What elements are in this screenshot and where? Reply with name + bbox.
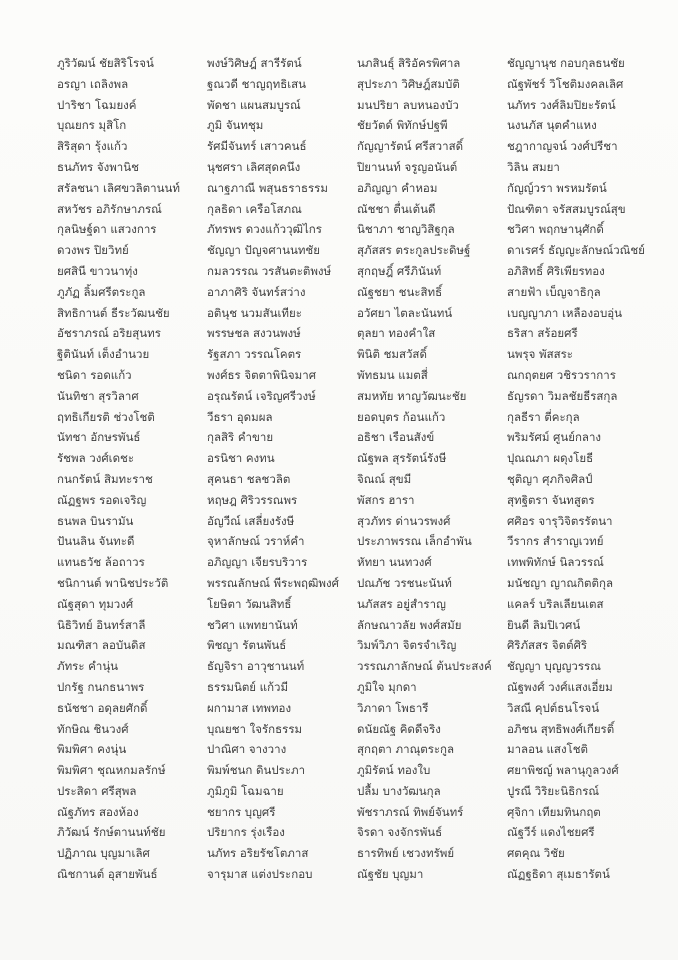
list-item: ภูริวัฒน์ ชัยสิริโรจน์ (57, 56, 154, 70)
list-item: สุภัสสร ตระกูลประดิษฐ์ (357, 243, 471, 258)
list-item: พัชราภรณ์ ทิพย์จันทร์ (357, 804, 464, 819)
list-item: ประภาพรรณ เล็กอำพัน (357, 534, 472, 549)
list-item: พิมพิศา คงนุ่น (57, 742, 127, 757)
list-item: ปันนลิน จันทะดี (57, 534, 135, 549)
list-item: นัทชา อักษรพันธ์ (57, 430, 141, 445)
list-item: ธนัชชา อดุลยศักดิ์ (57, 700, 148, 715)
list-item: ชฎากาญจน์ วงศ์ปรีชา (507, 139, 618, 154)
list-item: อรุณรัตน์ เจริญศรีวงษ์ (207, 388, 316, 403)
list-item: ศุจิกา เทียมทินกฤต (507, 804, 601, 819)
list-item: จารุมาส แต่งประกอบ (207, 867, 313, 882)
list-item: สุประภา วิศิษฎ์สมบัติ (357, 76, 460, 91)
list-item: ณัชชา ตื่นเต้นดี (357, 201, 436, 216)
list-item: กุลนิษฐ์ดา แสวงการ (57, 222, 157, 237)
list-item: จิรดา จงจักรพันธ์ (357, 825, 443, 840)
list-item: ภูมิรัตน์ ทองใบ (357, 763, 431, 778)
list-item: พิมพิศา ชุณหกมลรักษ์ (57, 763, 166, 778)
list-item: ดนัยณัฐ คิดดีจริง (357, 721, 441, 736)
list-item: ชัญญา ปัญจศานนทชัย (207, 243, 320, 258)
list-item: ณกฤตยศ วชิรวราการ (507, 367, 616, 382)
list-item: ชนิดา รอดแก้ว (57, 367, 132, 382)
list-item: พิชญา รัตนพันธ์ (207, 638, 287, 653)
list-item: กุลสิริ คำขาย (207, 430, 274, 445)
list-item: มนปริยา ลบหนองบัว (357, 97, 459, 112)
list-item: ปริยากร รุ่งเรือง (207, 825, 285, 840)
list-item: พริมรัศม์ ศูนย์กลาง (507, 430, 602, 445)
list-item: ตุลยา ทองคำใส (357, 326, 436, 341)
list-item: นภัสสร อยู่สำราญ (357, 596, 446, 611)
list-item: สมหทัย หาญวัฒนะชัย (357, 388, 467, 403)
list-item: บุณยชา ใจรักธรรม (207, 721, 303, 736)
list-item: หฤษฎ ศิริวรรณพร (207, 492, 298, 507)
list-item: ปลื้ม บางวัฒนกุล (357, 783, 441, 798)
list-item: ภูมิ จันทชุม (207, 118, 264, 133)
list-item: ชัญญานุช กอบกุลธนชัย (507, 56, 625, 70)
list-item: สุกฤษฎิ์ ศรีภินันท์ (357, 263, 442, 278)
list-item: กัญญ์วรา พรหมรัตน์ (507, 180, 607, 195)
list-item: ชยากร บุญศรี (207, 804, 276, 819)
list-item: ชัญญา บุญญวรรณ (507, 659, 601, 674)
list-item: สิทธิกานต์ ธีระวัฒนชัย (57, 305, 170, 320)
list-item: ศตคุณ วิชัย (507, 846, 565, 861)
list-item: สุกฤตา ภาณุตระกูล (357, 742, 455, 757)
list-item: สหวัชร อภิรักษาภรณ์ (57, 201, 162, 216)
list-item: อัชราภรณ์ อริยสุนทร (57, 326, 161, 341)
name-column-4 (507, 53, 671, 885)
list-item: ชุติญา ศุภกิจศิลป์ (507, 471, 593, 486)
list-item: วรรณภาลักษณ์ ต้นประสงค์ (357, 659, 492, 674)
list-item: ธนพล บินรามัน (57, 513, 134, 528)
list-item: ธัญรดา วิมลชัยธีรสกุล (507, 388, 618, 403)
list-item: ธารทิพย์ เชวงทรัพย์ (357, 846, 455, 861)
list-item: สิริสุดา รุ้งแก้ว (57, 139, 128, 154)
list-item: ภิวัฒน์ รักษ์ตานนท์ชัย (57, 825, 166, 840)
list-item: พัดชา แผนสมบูรณ์ (207, 97, 301, 112)
list-item: ณัฏฐธิดา สุเมธารัตน์ (507, 867, 610, 882)
list-item: อภิญญา เจียรบริวาร (207, 555, 308, 570)
list-item: กนกรัตน์ สิมทะราช (57, 471, 153, 486)
list-item: นงนภัส นุตคำแหง (507, 118, 597, 133)
list-item: ปูรณี วิริยะนิธิกรณ์ (507, 783, 600, 798)
list-item: ศยาพิชญ์ พลานุกูลวงศ์ (507, 763, 619, 778)
list-item: ฐิตินันท์ เต็งอำนวย (57, 347, 150, 362)
list-item: ภัทรพร ดวงแก้ววุฒิไกร (207, 222, 322, 237)
list-item: รัฐสภา วรรณโคตร (207, 347, 302, 362)
list-item: พิมพ์ชนก ดินประภา (207, 763, 306, 778)
list-item: โยษิตา วัฒนสิทธิ์ (207, 596, 292, 611)
list-item: พัสกร ฮารา (357, 492, 415, 507)
list-item: ปณภัช วรชนะนันท์ (357, 575, 452, 590)
list-item: นพรุจ พัสสระ (507, 347, 573, 362)
name-column-1 (57, 53, 207, 885)
list-item: ดาเรศร์ ธัญญะลักษณ์วณิชย์ (507, 243, 645, 258)
list-item: ชวิศา พฤกษานุศักดิ์ (507, 222, 604, 237)
list-item: พินิติ ชมสวัสดิ์ (357, 347, 427, 362)
list-item: อตินุช นวมสันเทียะ (207, 305, 302, 320)
list-item: ปิยานนท์ จรูญอนันต์ (357, 159, 458, 174)
list-item: ณัฐพงศ์ วงศ์แสงเอี่ยม (507, 679, 613, 694)
list-item: สุทฐิตรา จันทสูตร (507, 492, 595, 507)
list-item: ธรรมนิตย์ แก้วมี (207, 679, 289, 694)
list-item: วิสณี คุปต์ธนโรจน์ (507, 700, 600, 715)
list-item: วิภาดา โพธารี (357, 700, 429, 715)
list-item: กมลวรรณ วรสันตะติพงษ์ (207, 263, 332, 278)
list-item: ลักษณาวลัย พงศ์สมัย (357, 617, 462, 632)
list-item: กุลธีรา ตี่คะกุล (507, 409, 580, 424)
list-item: ชนิกานต์ พานิชประวัติ (57, 575, 169, 590)
list-item: ณิชกานต์ อุสายพันธ์ (57, 867, 158, 882)
list-item: สุคนธา ชลชวลิต (207, 471, 291, 486)
list-item: พัทธมน แมตสี่ (357, 367, 428, 382)
list-item: ณัฐสุดา ทุมวงศ์ (57, 596, 134, 611)
list-item: กัญญารัตน์ ศรีสวาสดิ์ (357, 139, 464, 154)
list-item: ณัฐชัย บุญมา (357, 867, 424, 882)
list-item: กุลธิดา เครือโสภณ (207, 201, 302, 216)
list-item: มาลอน แสงโชติ (507, 742, 589, 757)
list-item: ยอดบุตร ก้อนแก้ว (357, 409, 446, 424)
list-item: ปุณณภา ผดุงโยธี (507, 451, 594, 466)
list-item: สุวภัทร ด่านวรพงศ์ (357, 513, 451, 528)
list-item: ชวิศา แพทยานันท์ (207, 617, 298, 632)
list-item: อภิสิทธิ์ ศิริเพียรทอง (507, 263, 605, 278)
list-item: ฤทธิเกียรติ ช่วงโชติ (57, 409, 155, 424)
list-item: ศิริภัสสร จิตต์ศิริ (507, 638, 588, 653)
list-item: ชัยวัตด์ พิทักษ์ปฐพี (357, 118, 448, 133)
list-item: มณฑิสา ลอบันดิส (57, 638, 146, 653)
list-item: อภิญญา คำหอม (357, 180, 438, 195)
list-item: บุณยกร มุสิโก (57, 118, 127, 133)
list-item: ภูมิภูมิ โฉมฉาย (207, 783, 284, 798)
list-item: ปาณิศา จางวาง (207, 742, 287, 757)
list-item: สายฟ้า เบ็ญจาธิกุล (507, 284, 601, 299)
list-item: ภัทระ คำนุ่น (57, 659, 119, 674)
list-item: ผกามาส เทพทอง (207, 700, 292, 715)
list-item: อาภาศิริ จันทร์สว่าง (207, 284, 306, 299)
list-item: อรญา เถลิงพล (57, 76, 129, 91)
list-item: ปาริชา โฉมยงค์ (57, 97, 137, 112)
list-item: ณาฐภาณี พสุนธราธรรม (207, 180, 328, 195)
list-item: หัทยา นนทวงศ์ (357, 555, 432, 570)
list-item: ณัฐภัทร สองห้อง (57, 804, 139, 819)
list-item: เทพพิทักษ์ นิลวรรณ์ (507, 555, 604, 570)
name-list (57, 53, 668, 885)
list-item: แทนธวัช ล้อถาวร (57, 555, 145, 570)
list-item: เบญญาภา เหลืองอบอุ่น (507, 305, 623, 320)
list-item: อรนิชา คงทน (207, 451, 275, 466)
name-column-2 (207, 53, 357, 885)
list-item: วีรากร สำราญเวทย์ (507, 534, 604, 549)
list-item: รัศมีจันทร์ เสาวคนธ์ (207, 139, 307, 154)
list-item: พรรณลักษณ์ พีระพฤฒิพงศ์ (207, 575, 339, 590)
list-item: ธริสา สร้อยศรี (507, 326, 578, 341)
list-item: พงษ์วิศิษฎ์ สารีรัตน์ (207, 56, 302, 70)
list-item: อัญวีณ์ เสลี่ยงรังษี (207, 513, 295, 528)
list-item: มนัชญา ญาณกิตติกุล (507, 575, 613, 590)
list-item: นันทิชา สุรวิลาศ (57, 388, 139, 403)
list-item: อธิชา เรือนสังข์ (357, 430, 435, 445)
list-item: ประสิดา ศรีสุพล (57, 783, 137, 798)
list-item: ณัฐพล สุรรัตน์รังษี (357, 451, 447, 466)
list-item: นุชศรา เลิศสุดคนึง (207, 159, 301, 174)
list-item: นิธิวิทย์ อินทร์สาลี (57, 617, 146, 632)
list-item: ยศสินี ขาวนาทุ่ง (57, 263, 138, 278)
list-item: ทักษิณ ชินวงศ์ (57, 721, 129, 736)
list-item: ณัฐวีร์ แดงไชยศรี (507, 825, 595, 840)
list-item: ดวงพร ปิยวิทย์ (57, 243, 129, 258)
list-item: จิณณ์ สุขมี (357, 471, 412, 486)
list-item: ปกรัฐ กนกธนาพร (57, 679, 145, 694)
list-item: ศศิอร จารุวิจิตรรัตนา (507, 513, 613, 528)
list-item: ธนภัทร จังพานิช (57, 159, 139, 174)
list-item: พรรษชล สงวนพงษ์ (207, 326, 301, 341)
list-item: รัชพล วงศ์เดชะ (57, 451, 135, 466)
list-item: ภูมิใจ มุกดา (357, 679, 417, 694)
list-item: นภสินธุ์ สิริอัครพิศาล (357, 56, 461, 70)
list-item: วิมพ์วิภา จิตรจำเริญ (357, 638, 457, 653)
list-item: สรัลชนา เลิศขวลิตานนท์ (57, 180, 180, 195)
list-item: แคลร์ บริลเลียนเตส (507, 596, 604, 611)
list-item: นภัทร อริยรัชโตภาส (207, 846, 309, 861)
list-item: ปฏิภาณ บุญมาเลิศ (57, 846, 150, 861)
list-item: นภัทร วงศ์ลิมปิยะรัตน์ (507, 97, 616, 112)
list-item: อภิชน สุทธิพงศ์เกียรติ์ (507, 721, 615, 736)
list-item: พงศ์ธร จิตตาพินิจมาศ (207, 367, 316, 382)
list-item: วิลิน สมยา (507, 159, 560, 174)
list-item: จุหาลักษณ์ วราห์คำ (207, 534, 305, 549)
list-item: ณัฐชยา ชนะสิทธิ์ (357, 284, 443, 299)
list-item: ธัญจิรา อาวุชานนท์ (207, 659, 305, 674)
list-item: ฐณวดี ชาญฤทธิเสน (207, 76, 307, 91)
list-item: ปัณฑิตา จรัสสมบูรณ์สุข (507, 201, 626, 216)
list-item: นิชาภา ชาญวิสิฐกุล (357, 222, 455, 237)
list-item: อวัศยา ไตละนันทน์ (357, 305, 453, 320)
list-item: ณัฐพัชร์ วิโชติมงคลเลิศ (507, 76, 624, 91)
list-item: วีธรา อุดมผล (207, 409, 273, 424)
list-item: ยินดี ลิมปิเวศน์ (507, 617, 581, 632)
list-item: ภูภัฏ ลิ้มศรีตระกูล (57, 284, 146, 299)
name-column-3 (357, 53, 507, 885)
list-item: ณัฏฐพร รอดเจริญ (57, 492, 147, 507)
